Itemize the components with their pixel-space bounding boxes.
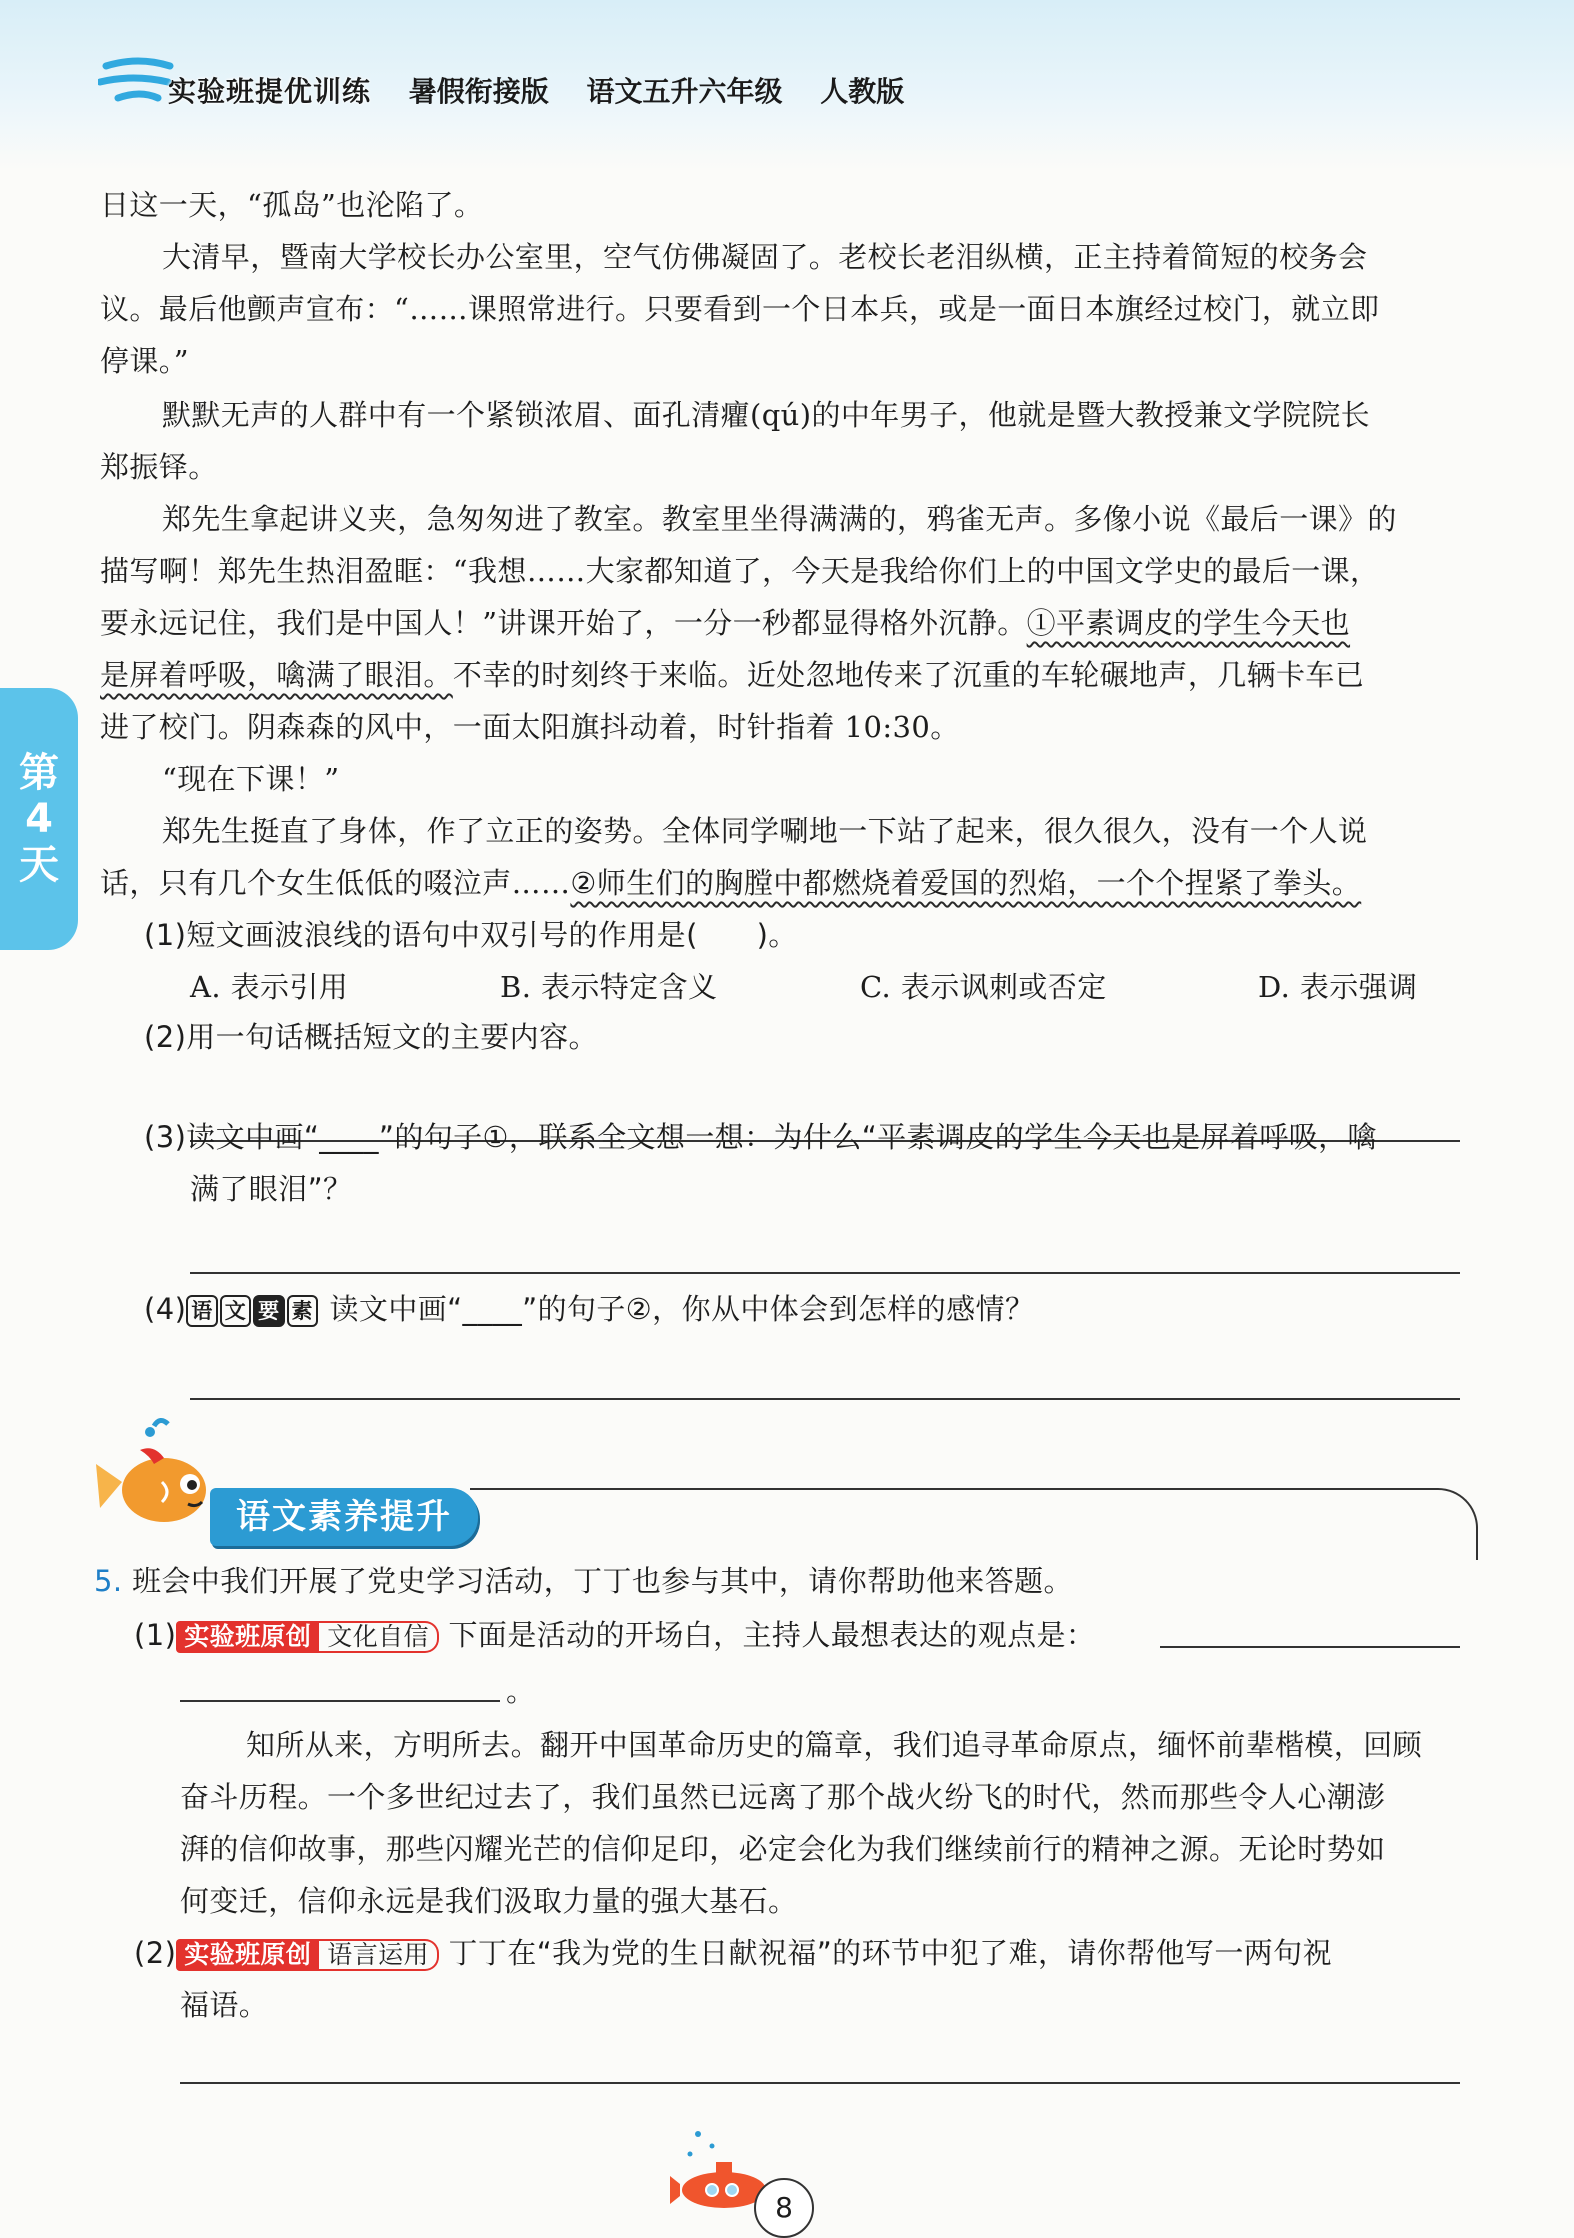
answer-line-sub1-b[interactable]: [180, 1700, 500, 1702]
quote-line: 何变迁，信仰永远是我们汲取力量的强大基石。: [180, 1884, 798, 1918]
underlined-sentence-2: ②师生们的胸膛中都燃烧着爱国的烈焰，一个个捏紧了拳头。: [570, 866, 1362, 900]
quote-line: 奋斗历程。一个多世纪过去了，我们虽然已远离了那个战火纷飞的时代，然而那些令人心潮澎: [180, 1780, 1386, 1814]
header-title: [168, 70, 932, 110]
question-4: [144, 1284, 1034, 1334]
passage-line: 日这一天，“孤岛”也沦陷了。: [100, 188, 484, 222]
section-divider: [470, 1488, 1478, 1560]
q5-sub1: [134, 1610, 1095, 1660]
passage-line: “现在下课！”: [162, 762, 340, 796]
q5-stem: 班会中我们开展了党史学习活动，丁丁也参与其中，请你帮助他来答题。: [122, 1564, 1073, 1598]
option-b: B. 表示特定含义: [500, 970, 718, 1004]
passage-line: 大清早，暨南大学校长办公室里，空气仿佛凝固了。老校长老泪纵横，正主持着简短的校务会: [162, 240, 1368, 274]
topic-tag: 语言运用: [319, 1939, 439, 1971]
day-side-tab: [0, 688, 78, 950]
answer-line-q4[interactable]: [190, 1398, 1460, 1400]
answer-line-q3[interactable]: [190, 1272, 1460, 1274]
side-tab-line2: 4: [25, 796, 53, 842]
passage-line: 停课。”: [100, 344, 189, 378]
passage-line: 议。最后他颤声宣布：“……课照常进行。只要看到一个日本兵，或是一面日本旗经过校门，就立即: [100, 292, 1380, 326]
sub1-end: 。: [506, 1674, 536, 1708]
section-title: 语文素养提升: [210, 1488, 478, 1546]
sub2-text: 丁丁在“我为党的生日献祝福”的环节中犯了难，请你帮他写一两句祝: [448, 1936, 1332, 1970]
passage-line: [100, 598, 1350, 648]
passage-line: 进了校门。阴森森的风中，一面太阳旗抖动着，时针指着 10:30。: [100, 710, 960, 744]
header-publisher: 人教版: [820, 75, 905, 108]
original-tag: 实验班原创: [176, 1939, 319, 1971]
passage-line: 默默无声的人群中有一个紧锁浓眉、面孔清癯(qú)的中年男子，他就是暨大教授兼文学院院长: [162, 398, 1371, 432]
passage-line: 郑先生挺直了身体，作了立正的姿势。全体同学唰地一下站了起来，很久很久，没有一个人说: [162, 814, 1368, 848]
quote-line: 湃的信仰故事，那些闪耀光芒的信仰足印，必定会化为我们继续前行的精神之源。无论时势如: [180, 1832, 1386, 1866]
question-1: (1)短文画波浪线的语句中双引号的作用是( )。: [144, 918, 798, 952]
passage-line: [100, 858, 1361, 908]
passage-line: 郑先生拿起讲义夹，急匆匆进了教室。教室里坐得满满的，鸦雀无声。多像小说《最后一课》的: [162, 502, 1397, 536]
topic-tag: 文化自信: [319, 1621, 439, 1653]
sub1-number: (1): [134, 1618, 177, 1652]
underlined-sentence-1: ①平素调皮的学生今天也: [1026, 606, 1351, 640]
q5-sub2: [134, 1928, 1332, 1978]
question-3-line2: 满了眼泪”？: [190, 1172, 353, 1206]
q4-text: 读文中画“____”的句子②，你从中体会到怎样的感情？: [319, 1292, 1035, 1326]
sub1-text: 下面是活动的开场白，主持人最想表达的观点是：: [448, 1618, 1096, 1652]
fish-mascot-icon: [92, 1412, 222, 1532]
side-tab-line1: 第: [19, 750, 59, 796]
answer-line-sub1-a[interactable]: [1160, 1646, 1460, 1648]
badge-char: 语: [186, 1295, 217, 1327]
side-tab-line3: 天: [19, 842, 59, 888]
original-tag: 实验班原创: [176, 1621, 319, 1653]
chinese-elements-badge: [186, 1295, 320, 1327]
q5-number: 5.: [94, 1564, 123, 1598]
q5-sub2-line2: 福语。: [180, 1988, 269, 2022]
header-subject: 语文五升六年级: [586, 75, 783, 108]
passage-line: [100, 650, 1364, 700]
question-5: [94, 1556, 1073, 1606]
header-edition: 暑假衔接版: [408, 75, 549, 108]
page-header: [0, 0, 1574, 170]
sub2-number: (2): [134, 1936, 177, 1970]
passage-text: 不幸的时刻终于来临。近处忽地传来了沉重的车轮碾地声，几辆卡车已: [452, 658, 1365, 692]
quote-line: 知所从来，方明所去。翻开中国革命历史的篇章，我们追寻革命原点，缅怀前辈楷模，回顾: [246, 1728, 1423, 1762]
badge-char: 文: [220, 1295, 251, 1327]
passage-text: 要永远记住，我们是中国人！”讲课开始了，一分一秒都显得格外沉静。: [100, 606, 1027, 640]
badge-char: 要: [253, 1295, 284, 1327]
passage-line: 描写啊！郑先生热泪盈眶：“我想……大家都知道了，今天是我给你们上的中国文学史的最后一课，: [100, 554, 1380, 588]
page-number: 8: [754, 2178, 814, 2238]
question-3-line1: (3)读文中画“____”的句子①，联系全文想一想：为什么“平素调皮的学生今天也是屏着呼吸，噙: [144, 1120, 1377, 1154]
option-a: A. 表示引用: [190, 970, 349, 1004]
option-d: D. 表示强调: [1258, 970, 1418, 1004]
series-logo-icon: [98, 52, 178, 112]
passage-text: 话，只有几个女生低低的啜泣声……: [100, 866, 571, 900]
badge-char: 素: [287, 1295, 318, 1327]
passage-line: 郑振铎。: [100, 450, 218, 484]
question-2: (2)用一句话概括短文的主要内容。: [144, 1020, 598, 1054]
underlined-sentence-1-cont: 是屏着呼吸，噙满了眼泪。: [100, 658, 453, 692]
q4-number: (4): [144, 1292, 187, 1326]
option-c: C. 表示讽刺或否定: [860, 970, 1107, 1004]
header-series: 实验班提优训练: [168, 75, 372, 108]
answer-line-sub2[interactable]: [180, 2082, 1460, 2084]
